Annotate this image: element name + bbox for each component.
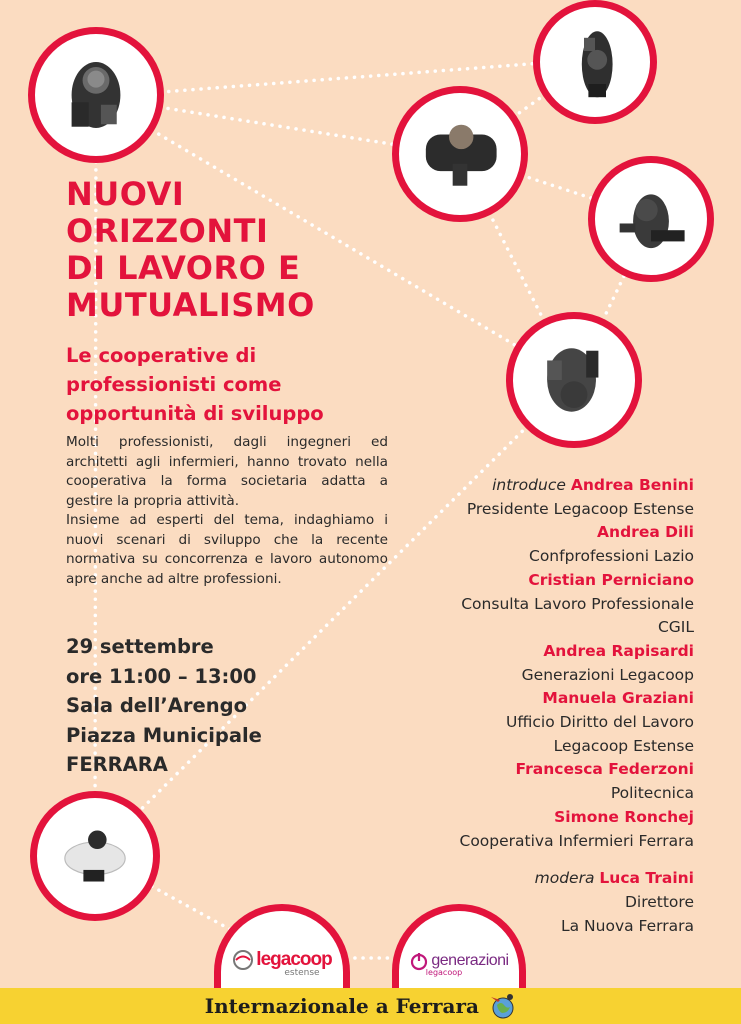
speaker-affiliation: Cooperativa Infermieri Ferrara <box>459 831 694 850</box>
title-line: NUOVI <box>66 175 185 213</box>
event-square: Piazza Municipale <box>66 723 262 747</box>
speaker-affiliation: CGIL <box>657 618 694 637</box>
speaker-moderator <box>460 867 695 891</box>
speaker-affiliation: Generazioni Legacoop <box>521 665 694 684</box>
poster-title <box>66 176 315 324</box>
event-time: ore 11:00 – 13:00 <box>66 664 257 688</box>
event-details <box>66 632 262 780</box>
speaker-role: introduce <box>492 476 566 494</box>
speaker-name: Andrea Rapisardi <box>543 641 694 660</box>
speaker-affiliation: La Nuova Ferrara <box>560 916 694 935</box>
speaker-affiliation: Politecnica <box>610 784 694 803</box>
event-date: 29 settembre <box>66 635 214 658</box>
person-photo-circle <box>30 791 160 921</box>
title-line: ORIZZONTI <box>66 212 269 250</box>
generazioni-logo-subtext: legacoop <box>425 967 463 977</box>
banner-title: Internazionale a Ferrara <box>204 994 479 1018</box>
speaker-affiliation: Direttore <box>624 892 694 911</box>
person-photo-circle <box>28 27 164 163</box>
subtitle-line: professionisti come <box>66 373 282 396</box>
speaker-affiliation: Presidente Legacoop Estense <box>466 499 694 518</box>
person-photo-circle <box>533 0 657 124</box>
speaker-affiliation: Consulta Lavoro Professionale <box>461 594 694 613</box>
speaker-affiliation: Ufficio Diritto del Lavoro <box>506 713 694 732</box>
footer-banner <box>0 988 741 1024</box>
event-description <box>66 433 388 589</box>
person-top-view-icon <box>513 319 635 441</box>
speaker-name: Andrea Dili <box>597 523 694 542</box>
person-top-view-icon <box>595 163 707 275</box>
speakers-list <box>460 474 695 938</box>
poster-subtitle <box>66 341 396 428</box>
speaker-name: Simone Ronchej <box>554 807 694 826</box>
generazioni-logo-text: generazioni <box>431 951 509 969</box>
title-line: MUTUALISMO <box>66 286 315 324</box>
speaker-name: Francesca Federzoni <box>515 760 694 779</box>
description-paragraph: Insieme ad esperti del tema, indaghiamo i nuovi scenari di sviluppo che la recente normativa su concorrenza e lavoro autonomo apre anche ad altre professioni. <box>66 512 388 587</box>
person-top-view-icon <box>37 798 153 914</box>
speaker-name: Luca Traini <box>599 869 694 888</box>
spacer <box>460 853 695 867</box>
speaker-affiliation: Confprofessioni Lazio <box>529 547 694 566</box>
globe-icon <box>488 991 518 1021</box>
title-line: DI LAVORO E <box>66 249 301 287</box>
speaker-intro <box>460 474 695 498</box>
description-paragraph: Molti professionisti, dagli ingegneri ed architetti agli infermieri, hanno trovato nella cooperativa la forma societaria adatta a gestire la propria attività. <box>66 434 388 509</box>
person-top-view-icon <box>35 34 157 156</box>
person-top-view-icon <box>540 7 650 117</box>
person-top-view-icon <box>399 93 521 215</box>
person-photo-circle <box>506 312 642 448</box>
speaker-affiliation: Legacoop Estense <box>553 736 694 755</box>
event-city: FERRARA <box>66 753 168 776</box>
person-photo-circle <box>392 86 528 222</box>
speaker-name: Cristian Perniciano <box>528 570 694 589</box>
speaker-name: Andrea Benini <box>570 476 694 494</box>
event-venue: Sala dell’Arengo <box>66 694 247 717</box>
subtitle-line: Le cooperative di <box>66 344 257 367</box>
speaker-name: Manuela Graziani <box>542 689 694 708</box>
speaker-role: modera <box>534 869 595 888</box>
legacoop-mark-icon <box>232 949 254 971</box>
legacoop-logo-text: legacoop <box>256 949 332 970</box>
person-photo-circle <box>588 156 714 282</box>
legacoop-logo-subtext: estense <box>284 968 320 978</box>
subtitle-line: opportunità di sviluppo <box>66 402 324 425</box>
